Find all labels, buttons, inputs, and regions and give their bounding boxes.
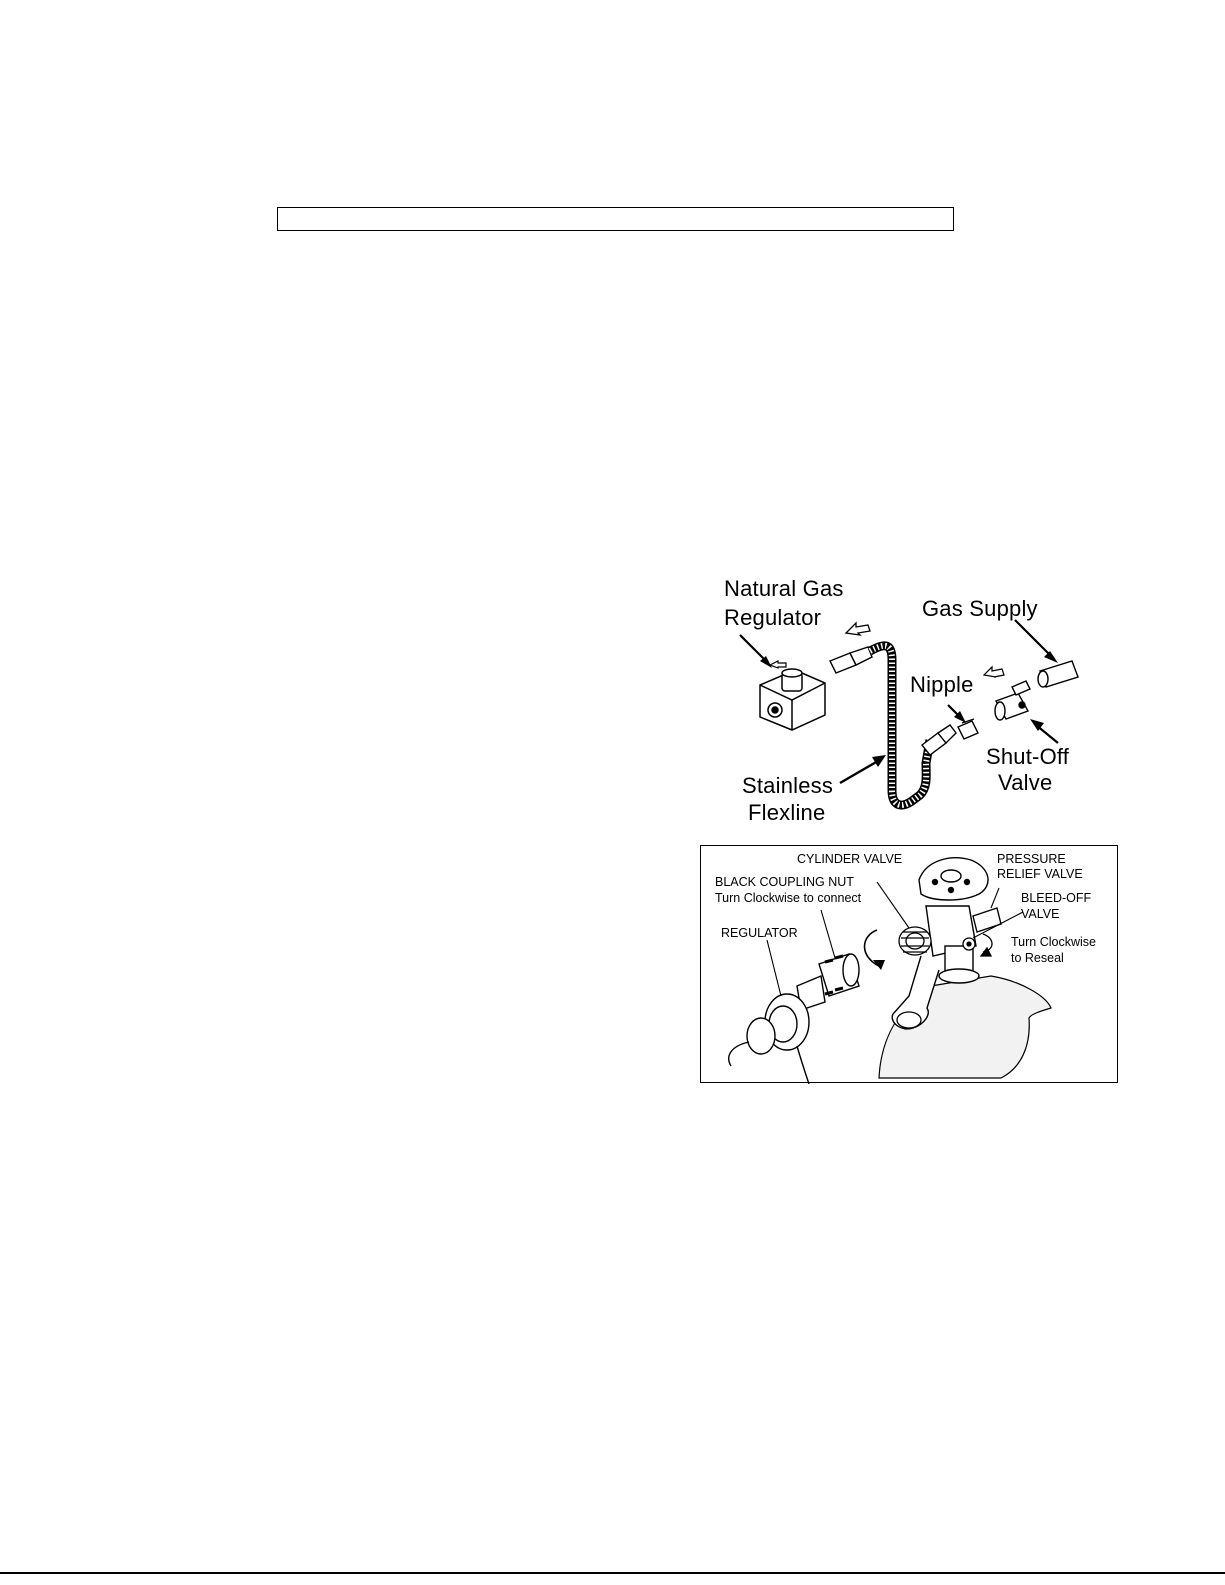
label-turn-clockwise: Turn Clockwise (1011, 935, 1096, 949)
flow-arrow-icon (770, 661, 786, 668)
label-natural-gas: Natural Gas (724, 576, 844, 601)
relief-valve-illustration (973, 908, 1001, 932)
label-flexline: Flexline (748, 800, 826, 825)
label-bleed-off: BLEED-OFF (1021, 891, 1092, 905)
label-to-reseal: to Reseal (1011, 951, 1064, 965)
label-pressure: PRESSURE (997, 852, 1066, 866)
label-regulator: REGULATOR (721, 926, 798, 940)
flow-arrow-icon (984, 667, 1004, 677)
natural-gas-connection-diagram (700, 565, 1120, 830)
label-valve: Valve (998, 770, 1053, 795)
arrowhead-icon (1044, 651, 1058, 663)
arrowhead-icon (872, 755, 886, 767)
label-regulator: Regulator (724, 605, 822, 630)
black-coupling-nut-illustration (819, 954, 859, 996)
label-gas-supply: Gas Supply (922, 596, 1038, 621)
footer-rule (0, 1572, 1225, 1574)
nipple-illustration (958, 719, 978, 739)
regulator-illustration (760, 669, 825, 730)
label-stainless: Stainless (742, 773, 834, 798)
shut-off-valve-illustration (995, 681, 1030, 720)
cylinder-connection-diagram (700, 845, 1118, 1083)
label-relief-valve: RELIEF VALVE (997, 867, 1083, 881)
handwheel-illustration (919, 858, 988, 900)
flow-arrow-icon (846, 623, 870, 635)
stainless-flexline-illustration (870, 646, 930, 805)
label-bleed-valve: VALVE (1021, 907, 1060, 921)
label-black-coupling-nut: BLACK COUPLING NUT (715, 875, 854, 889)
label-turn-clockwise-connect: Turn Clockwise to connect (715, 891, 862, 905)
valve-outlet (899, 927, 931, 955)
label-nipple: Nipple (910, 672, 974, 697)
flexline-fitting-top (830, 647, 872, 673)
gas-supply-pipe-illustration (1038, 661, 1078, 687)
header-box (277, 207, 954, 231)
label-cylinder-valve: CYLINDER VALVE (797, 852, 903, 866)
regulator-illustration (729, 976, 825, 1084)
label-shut-off: Shut-Off (986, 744, 1070, 769)
